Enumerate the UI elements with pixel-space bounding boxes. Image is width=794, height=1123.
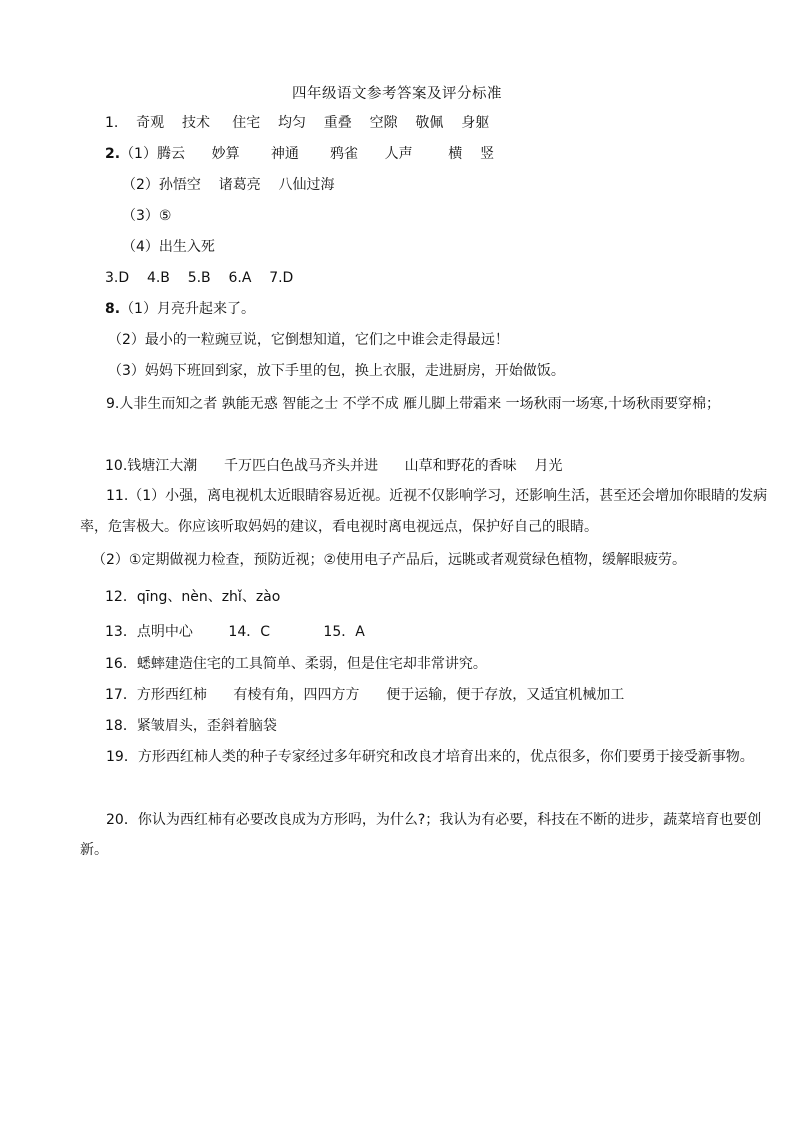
answer-q2-part2: （2）孙悟空 诸葛亮 八仙过海 — [122, 177, 335, 193]
answer-q10: 10.钱塘江大潮 千万匹白色战马齐头并进 山草和野花的香味 月光 — [105, 458, 563, 474]
answer-q8-part2: （2）最小的一粒豌豆说，它倒想知道，它们之中谁会走得最远！ — [108, 332, 509, 348]
answer-q11-part2: （2）①定期做视力检查，预防近视；②使用电子产品后，远眺或者观赏绿色植物，缓解眼疲劳。 — [92, 552, 687, 568]
answer-q12: 12．qīng、nèn、zhǐ、zào — [105, 589, 281, 605]
answer-q8-number: 8. — [105, 301, 121, 317]
answer-q18: 18．紧皱眉头，歪斜着脑袋 — [105, 718, 277, 734]
answer-q8-line1 — [105, 299, 255, 319]
answer-q2-part1: （1）腾云 妙算 神通 鸦雀 人声 横 竖 — [120, 146, 495, 162]
answer-q2-line1 — [105, 144, 494, 164]
answer-q8-part3: （3）妈妈下班回到家，放下手里的包，换上衣服，走进厨房，开始做饭。 — [108, 363, 565, 379]
document-title: 四年级语文参考答案及评分标准 — [292, 86, 502, 102]
answer-q9: 9.人非生而知之者 孰能无惑 智能之士 不学不成 雁儿脚上带霜来 一场秋雨一场寒,十场秋雨要穿棉； — [106, 396, 721, 412]
answer-q11-part1: 11.（1）小强，离电视机太近眼睛容易近视。近视不仅影响学习，还影响生活，甚至还会增加你眼睛的发病率，危害极大。你应该听取妈妈的建议，看电视时离电视远点，保护好自己的眼睛。 — [80, 488, 768, 535]
answer-q3-q7: 3.D 4.B 5.B 6.A 7.D — [105, 270, 294, 286]
answer-q8-part1: （1）月亮升起来了。 — [120, 301, 255, 317]
answer-q1: 1. 奇观 技术 住宅 均匀 重叠 空隙 敬佩 身躯 — [105, 115, 490, 131]
answer-q2-number: 2. — [105, 146, 121, 162]
answer-q2-part3: （3）⑤ — [122, 208, 172, 224]
answer-q19: 19．方形西红柿人类的种子专家经过多年研究和改良才培育出来的，优点很多，你们要勇于接受新事物。 — [106, 749, 754, 765]
answer-q20: 20．你认为西红柿有必要改良成为方形吗，为什么?；我认为有必要，科技在不断的进步，蔬菜培育也要创新。 — [80, 812, 762, 858]
answer-q16: 16．蟋蟀建造住宅的工具简单、柔弱，但是住宅却非常讲究。 — [105, 656, 487, 672]
answer-q2-part4: （4）出生入死 — [122, 239, 215, 255]
answer-q13-q15: 13．点明中心 14．C 15．A — [105, 624, 365, 640]
answer-q17: 17．方形西红柿 有棱有角，四四方方 便于运输，便于存放，又适宜机械加工 — [105, 687, 625, 703]
